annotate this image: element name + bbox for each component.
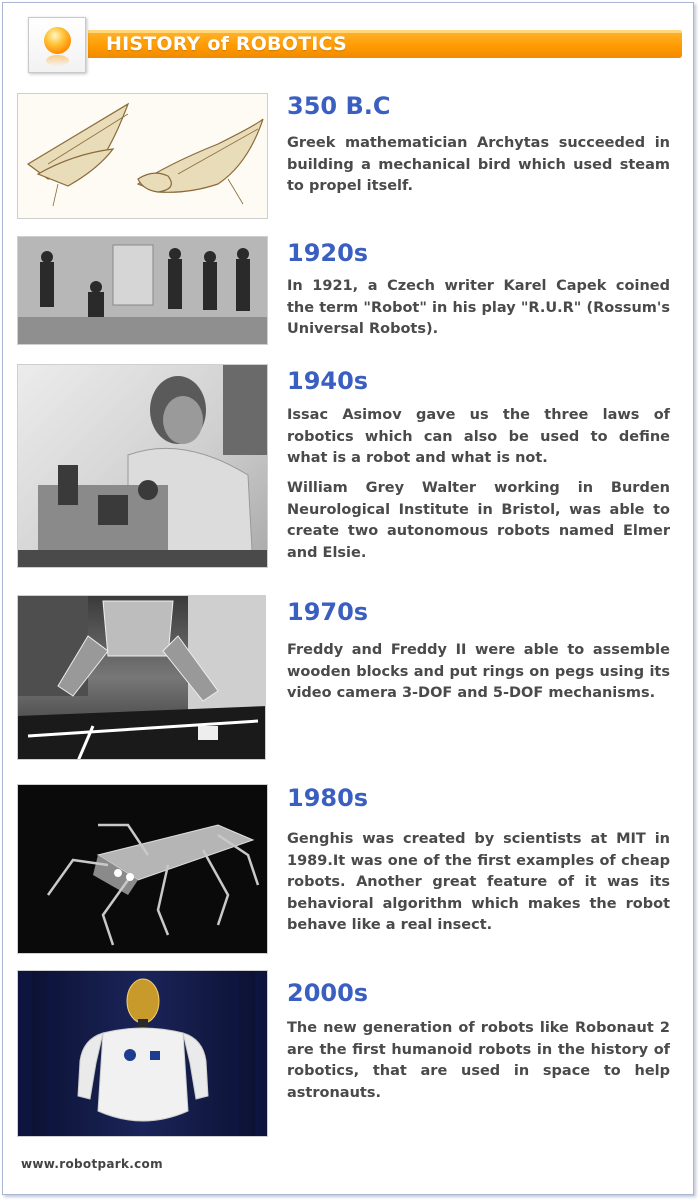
year-heading: 350 B.C (287, 92, 391, 120)
entry-description: Freddy and Freddy II were able to assemble wooden blocks and put rings on pegs using its video camera 3-DOF and 5-DOF mechanisms. (287, 642, 670, 702)
entry-description: The new generation of robots like Robonaut 2 are the first humanoid robots in the history of robotics, that are used in space to help astronauts. (287, 1020, 670, 1101)
page-title: HISTORY of ROBOTICS (106, 33, 347, 55)
footer-website: www.robotpark.com (21, 1157, 163, 1171)
year-heading: 1980s (287, 784, 369, 812)
mechanical-bird-image (17, 93, 268, 219)
entry-description: Issac Asimov gave us the three laws of robotics which can also be used to define what is a robot and what is not. (287, 407, 670, 467)
year-heading: 1940s (287, 367, 369, 395)
year-heading: 1970s (287, 598, 369, 626)
genghis-robot-image (17, 784, 268, 954)
logo (28, 17, 86, 73)
freddy-robot-image (17, 595, 266, 760)
orb-reflection (46, 55, 69, 66)
robonaut-2-image (17, 970, 268, 1137)
entry-description: In 1921, a Czech writer Karel Capek coined the term "Robot" in his play "R.U.R" (Rossum's Universal Robots). (287, 278, 670, 338)
entry-description: Greek mathematician Archytas succeeded in building a mechanical bird which used steam to propel itself. (287, 135, 670, 195)
scientist-workbench-image (17, 364, 268, 568)
orb-logo-icon (44, 27, 71, 54)
rur-play-image (17, 236, 268, 345)
year-heading: 1920s (287, 239, 369, 267)
year-heading: 2000s (287, 979, 369, 1007)
entry-description: Genghis was created by scientists at MIT in 1989.It was one of the first examples of cheap robots. Another great feature of it was its behavioral algorithm which makes the robot behave like a real insect. (287, 831, 670, 934)
entry-description: William Grey Walter working in Burden Neurological Institute in Bristol, was able to create two autonomous robots named Elmer and Elsie. (287, 480, 670, 561)
